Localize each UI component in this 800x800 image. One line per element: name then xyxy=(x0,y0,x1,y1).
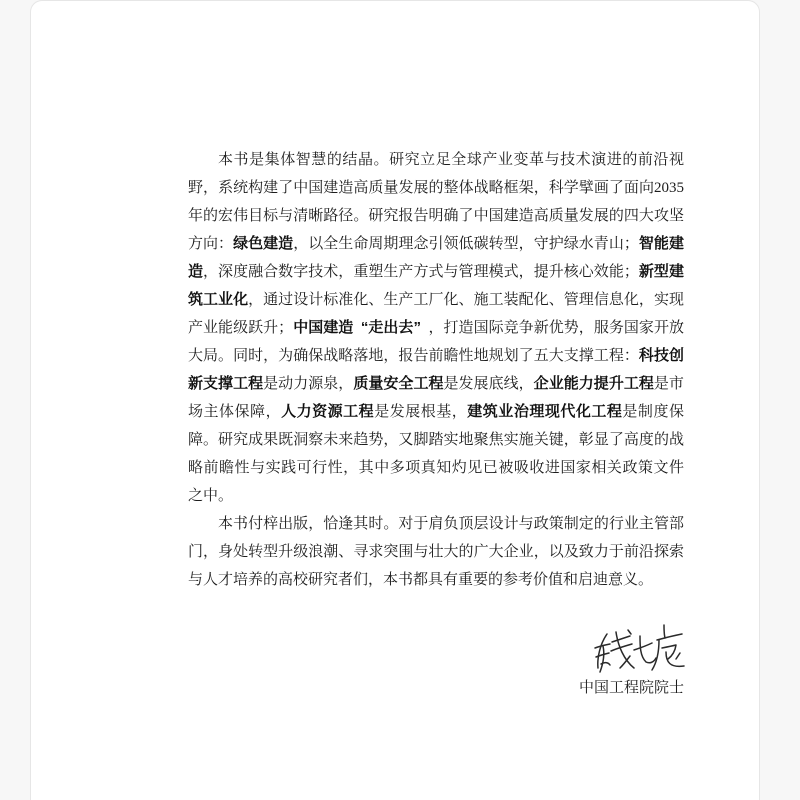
key-term: 企业能力提升工程 xyxy=(533,375,654,392)
author-attribution: 中国工程院院士 xyxy=(578,680,684,696)
body-text: ，打造国际竞争新优势，服务国家开放大局。同时，为确保战略落地，报告前瞻性地规划了五大支撑工程： xyxy=(188,320,684,364)
preface-text xyxy=(188,146,684,594)
paragraph-1 xyxy=(188,146,684,510)
body-text: 是制度保障。研究成果既洞察未来趋势，又脚踏实地聚焦实施关键，彰显了高度的战略前瞻性与实践可行性，其中多项真知灼见已被吸收进国家相关政策文件之中。 xyxy=(188,404,684,504)
body-text: 本书是集体智慧的结晶。研究立足全球产业变革与技术演进的前沿视野，系统构建了中国建造高质量发展的整体战略框架，科学擘画了面向2035年的宏伟目标与清晰路径。研究报告明确了中国建造高质量发展的四大攻坚方向： xyxy=(188,152,684,252)
document-card xyxy=(30,0,760,800)
body-text: ，以全生命周期理念引领低碳转型，守护绿水青山； xyxy=(293,236,639,252)
quote-mark: “ xyxy=(360,319,369,336)
paragraph-2 xyxy=(188,510,684,594)
handwritten-signature xyxy=(594,622,686,674)
key-term: 建筑业治理现代化工程 xyxy=(467,403,623,420)
body-text: ，深度融合数字技术，重塑生产方式与管理模式，提升核心效能； xyxy=(203,264,639,280)
key-term: 智能建造 xyxy=(188,235,684,280)
body-text: 是发展底线， xyxy=(443,376,534,392)
body-text: 是市场主体保障， xyxy=(188,376,684,420)
quote-mark: ” xyxy=(413,319,421,336)
body-text: ，通过设计标准化、生产工厂化、施工装配化、管理信息化，实现产业能级跃升； xyxy=(188,292,684,336)
key-term: 科技创新支撑工程 xyxy=(188,347,684,392)
body-text: 是发展根基， xyxy=(374,404,468,420)
body-text: 是动力源泉， xyxy=(263,376,354,392)
key-term: 绿色建造 xyxy=(233,235,294,252)
key-term: 质量安全工程 xyxy=(353,375,444,392)
key-term: 新型建筑工业化 xyxy=(188,263,684,308)
key-term: 人力资源工程 xyxy=(281,403,375,420)
key-term: 中国建造 “走出去” xyxy=(293,319,428,336)
body-text: 本书付梓出版，恰逢其时。对于肩负顶层设计与政策制定的行业主管部门，身处转型升级浪潮、寻求突围与壮大的广大企业，以及致力于前沿探索与人才培养的高校研究者们，本书都具有重要的参考价值和启迪意义。 xyxy=(188,516,684,588)
